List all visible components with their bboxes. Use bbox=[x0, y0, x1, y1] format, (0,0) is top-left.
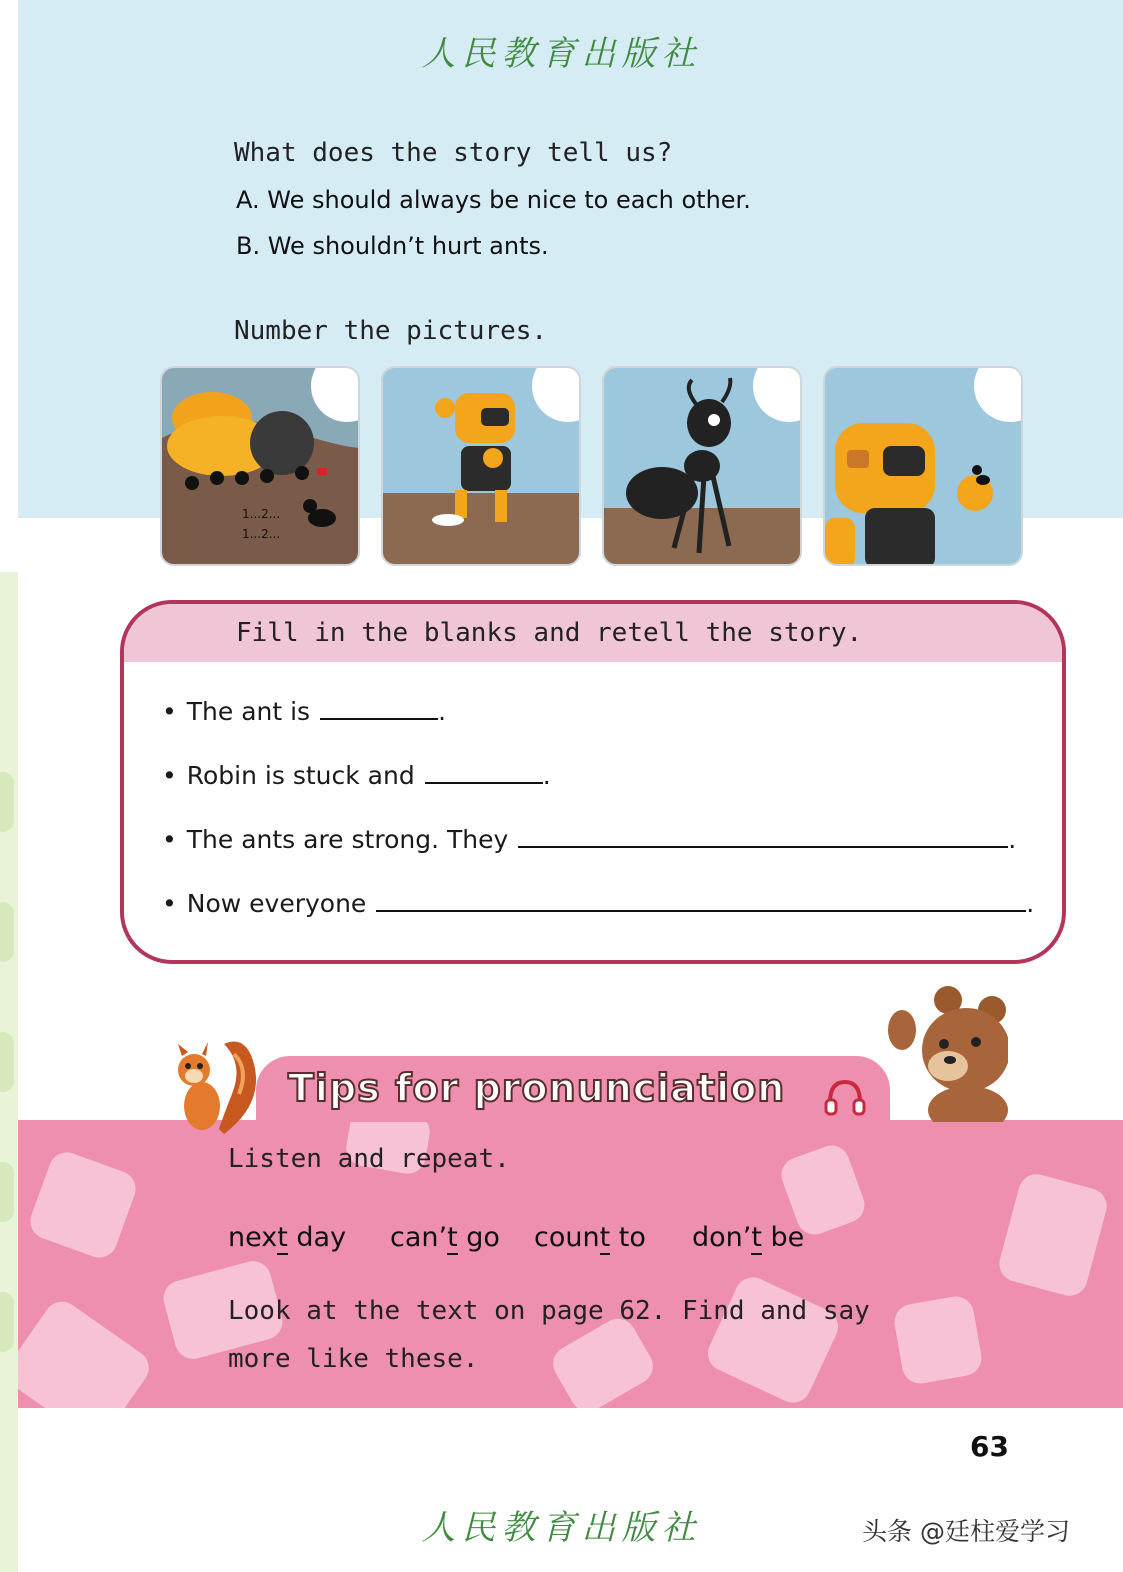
fill-in-blanks-title: Fill in the blanks and retell the story. bbox=[236, 618, 863, 648]
phrase-next-day: next day bbox=[228, 1222, 347, 1253]
linked-sound: t bbox=[599, 1222, 611, 1253]
answer-blank[interactable] bbox=[376, 888, 1026, 912]
svg-text:1...2...: 1...2... bbox=[242, 507, 281, 521]
blank-sentence-2: • Robin is stuck and . bbox=[162, 761, 551, 790]
svg-text:1...2...: 1...2... bbox=[242, 527, 281, 541]
sentence-text: Now everyone bbox=[186, 889, 367, 918]
page-number: 63 bbox=[970, 1430, 1009, 1463]
linked-sound: t bbox=[277, 1222, 288, 1253]
sentence-text: The ants are strong. They bbox=[186, 825, 509, 854]
bear-illustration bbox=[872, 980, 1008, 1122]
story-picture-robin-stomping bbox=[381, 366, 581, 566]
squirrel-illustration bbox=[164, 1034, 264, 1138]
left-decor-strip bbox=[0, 572, 18, 1572]
story-picture-robin-holding-ant bbox=[823, 366, 1023, 566]
publisher-footer: 人民教育出版社 bbox=[421, 1508, 702, 1548]
story-question: What does the story tell us? bbox=[234, 138, 673, 168]
phrase-count-to: count to bbox=[534, 1222, 646, 1253]
headphones-icon[interactable] bbox=[822, 1074, 868, 1120]
tips-title: Tips for pronunciation bbox=[288, 1066, 786, 1110]
phrase-cant-go: can’t go bbox=[390, 1222, 500, 1253]
story-picture-ant bbox=[602, 366, 802, 566]
option-a: A. We should always be nice to each other. bbox=[236, 186, 751, 214]
answer-blank[interactable] bbox=[425, 760, 543, 784]
fill-in-blanks-box bbox=[120, 600, 1066, 964]
phrase-dont-be: don’t be bbox=[692, 1222, 805, 1253]
option-b: B. We shouldn’t hurt ants. bbox=[236, 232, 549, 260]
listen-instruction: Listen and repeat. bbox=[228, 1144, 510, 1174]
pronunciation-band bbox=[18, 1120, 1123, 1408]
number-task: Number the pictures. bbox=[234, 316, 548, 346]
linked-sound: t bbox=[751, 1222, 762, 1253]
blank-sentence-4: • Now everyone . bbox=[162, 889, 1035, 918]
sentence-text: The ant is bbox=[186, 697, 311, 726]
sentence-text: Robin is stuck and bbox=[186, 761, 415, 790]
look-instruction-line2: more like these. bbox=[228, 1344, 479, 1374]
linked-sound: t bbox=[447, 1222, 458, 1253]
look-instruction-line1: Look at the text on page 62. Find and say bbox=[228, 1296, 870, 1326]
story-picture-ants-carrying bbox=[160, 366, 360, 566]
watermark-text: 头条 @廷柱爱学习 bbox=[862, 1517, 1070, 1546]
blank-sentence-3: • The ants are strong. They . bbox=[162, 825, 1017, 854]
answer-blank[interactable] bbox=[320, 696, 438, 720]
publisher-header: 人民教育出版社 bbox=[421, 34, 702, 74]
blank-sentence-1: • The ant is . bbox=[162, 697, 447, 726]
answer-blank[interactable] bbox=[518, 824, 1008, 848]
